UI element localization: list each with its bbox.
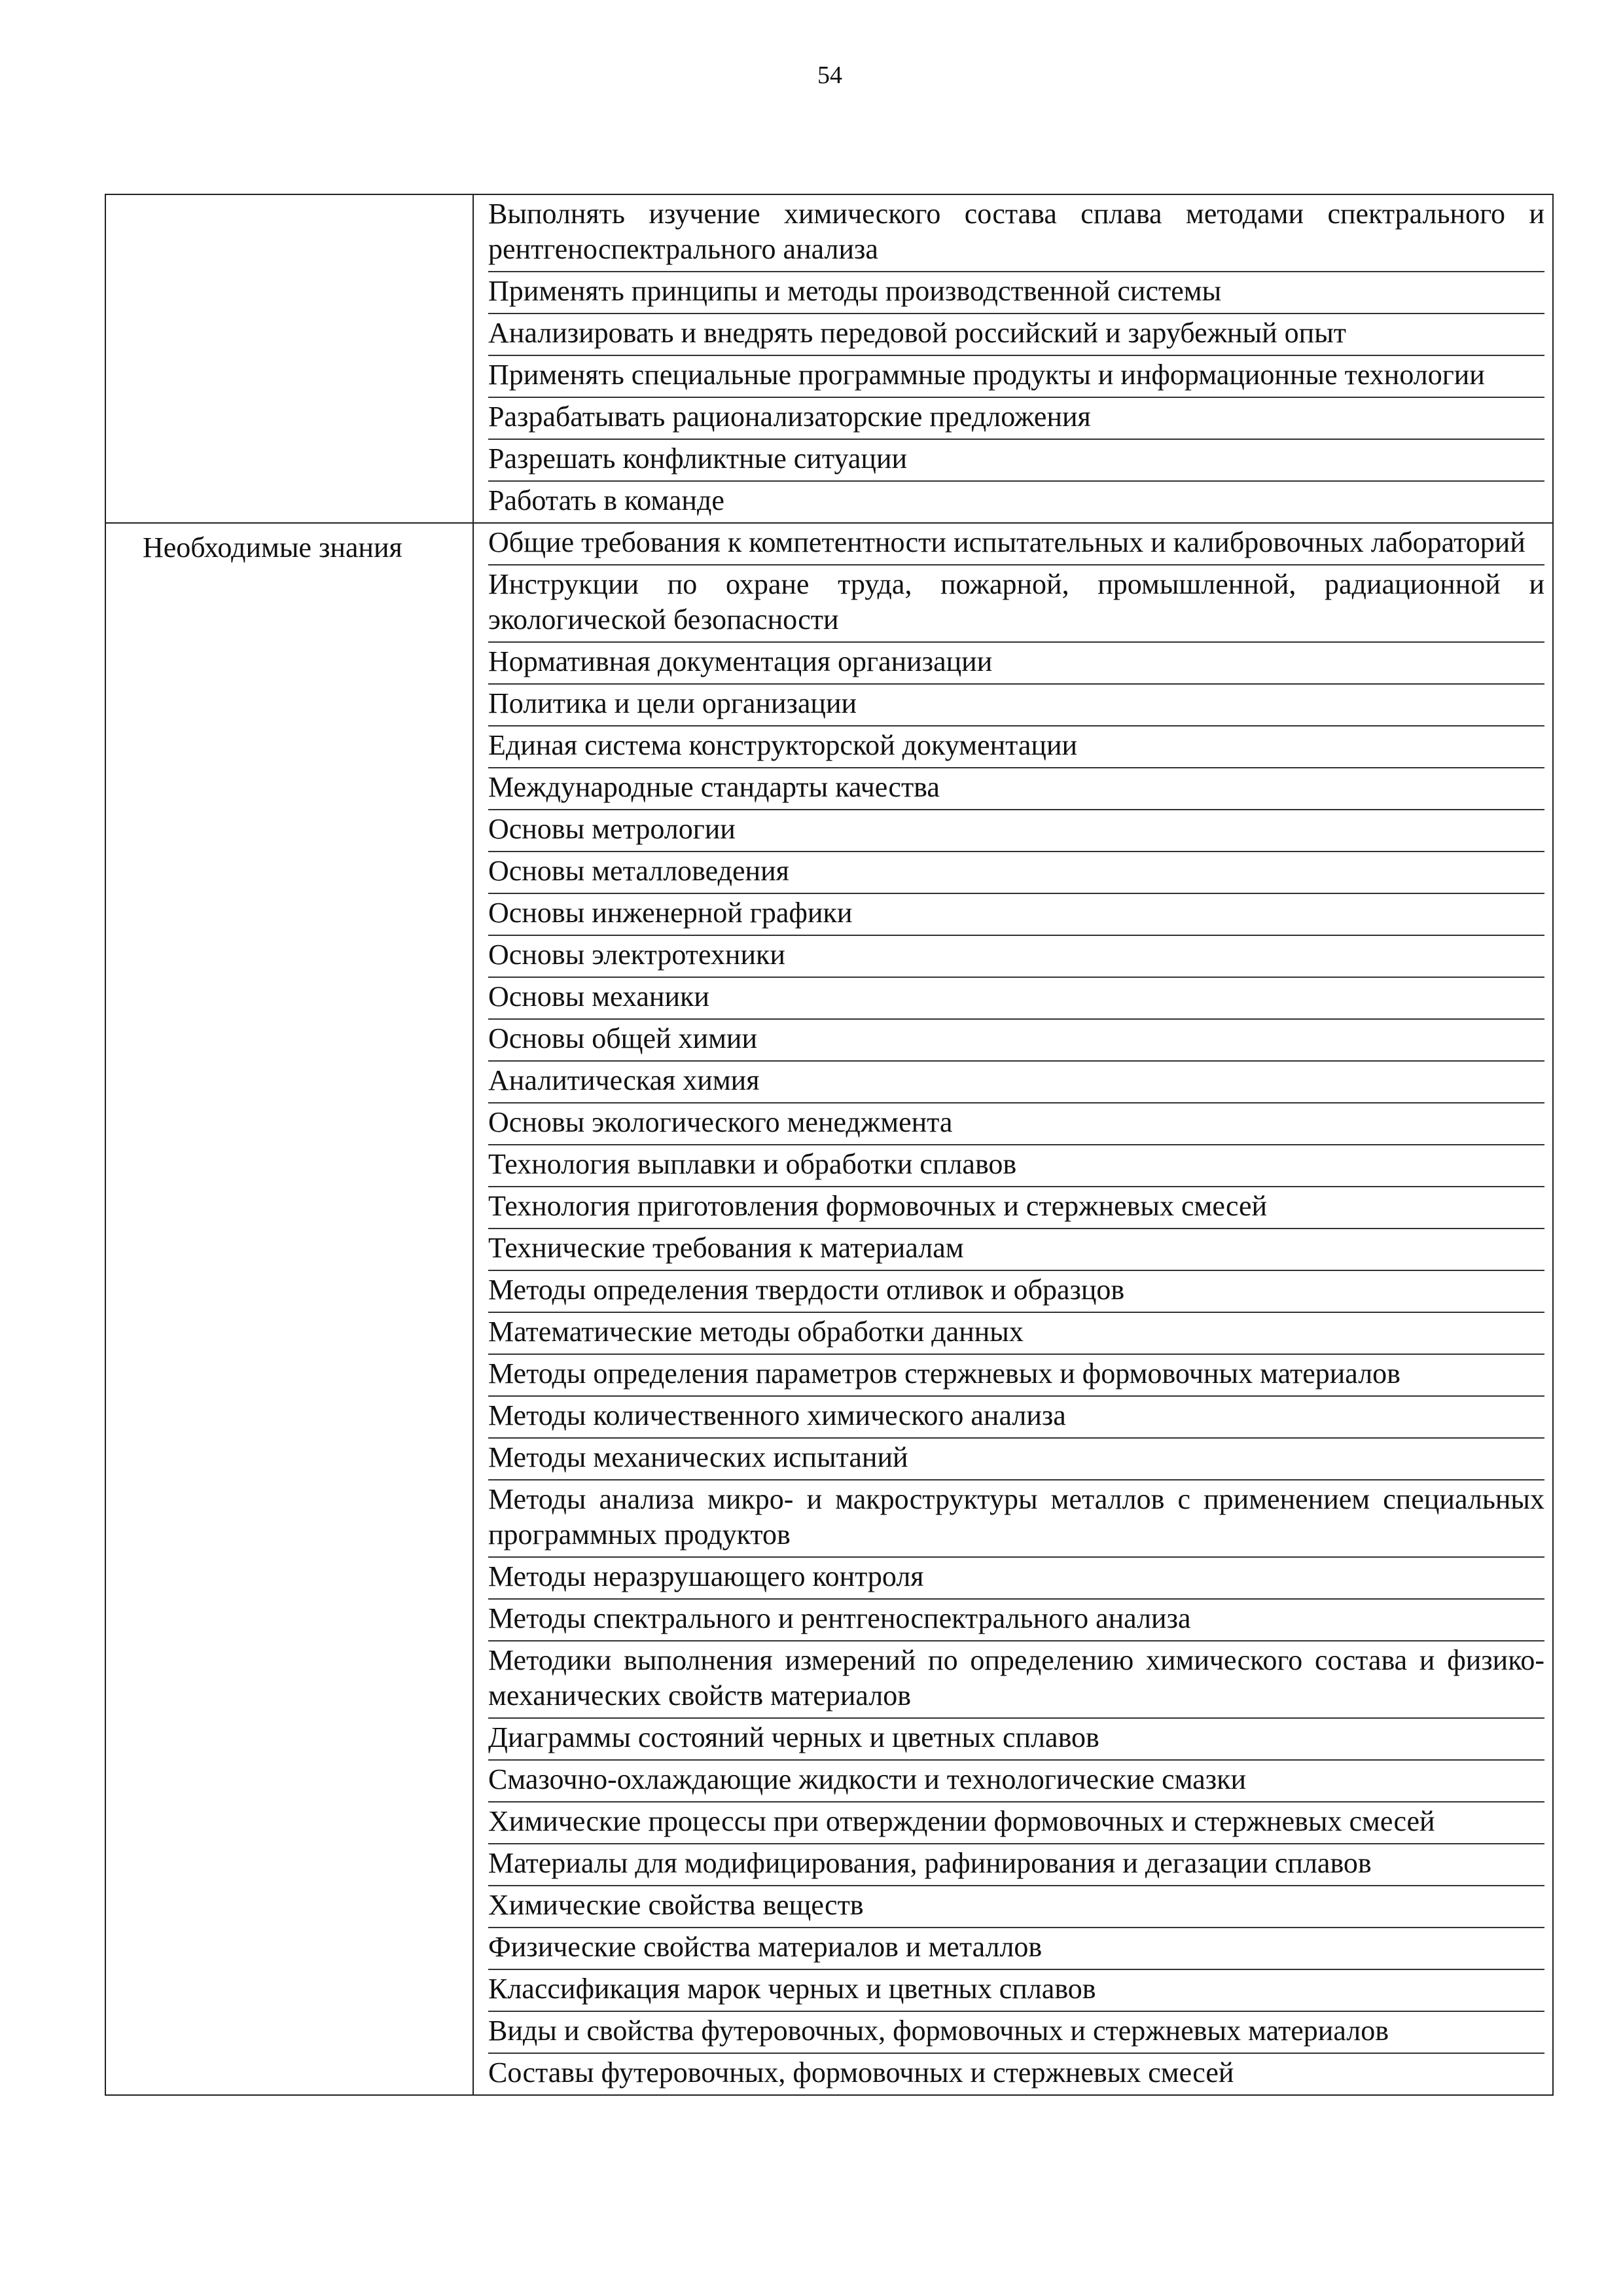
list-item: Диаграммы состояний черных и цветных сплавов [488,1719,1544,1761]
list-item: Технология выплавки и обработки сплавов [488,1145,1544,1187]
list-item: Работать в команде [488,484,724,516]
section-label-cell [105,194,473,523]
list-item: Международные стандарты качества [488,768,1544,810]
list-item: Методы определения параметров стержневых и формовочных материалов [488,1355,1544,1397]
list-item: Химические свойства веществ [488,1886,1544,1928]
list-item: Физические свойства материалов и металлов [488,1928,1544,1970]
list-item: Анализировать и внедрять передовой российский и зарубежный опыт [488,314,1544,356]
list-item: Основы инженерной графики [488,894,1544,936]
list-item: Основы электротехники [488,936,1544,978]
list-item: Применять специальные программные продукты и информационные технологии [488,356,1544,398]
list-item: Виды и свойства футеровочных, формовочных и стержневых материалов [488,2012,1544,2054]
section-items-cell [473,194,1553,523]
section-label [106,195,473,202]
list-item: Технология приготовления формовочных и стержневых смесей [488,1187,1544,1229]
list-item: Методы механических испытаний [488,1439,1544,1480]
list-item: Методики выполнения измерений по определению химического состава и физико-механических свойств материалов [488,1641,1544,1719]
list-item: Общие требования к компетентности испытательных и калибровочных лабораторий [488,524,1544,565]
list-item: Единая система конструкторской документации [488,726,1544,768]
list-item: Методы неразрушающего контроля [488,1558,1544,1600]
list-item: Материалы для модифицирования, рафинирования и дегазации сплавов [488,1844,1544,1886]
list-item: Инструкции по охране труда, пожарной, промышленной, радиационной и экологической безопасности [488,565,1544,643]
list-item: Аналитическая химия [488,1062,1544,1103]
list-item: Основы механики [488,978,1544,1020]
list-item: Химические процессы при отверждении формовочных и стержневых смесей [488,1803,1544,1844]
table-row [105,194,1553,523]
list-item: Составы футеровочных, формовочных и стержневых смесей [488,2056,1234,2089]
list-item: Применять принципы и методы производственной системы [488,272,1544,314]
list-item: Методы количественного химического анализа [488,1397,1544,1439]
page-number: 54 [817,62,842,89]
list-item: Технические требования к материалам [488,1229,1544,1271]
list-item: Классификация марок черных и цветных сплавов [488,1970,1544,2012]
list-item: Методы определения твердости отливок и образцов [488,1271,1544,1313]
list-item: Нормативная документация организации [488,643,1544,685]
list-item: Основы метрологии [488,810,1544,852]
list-item: Основы общей химии [488,1020,1544,1062]
competency-table [105,194,1554,2096]
section-label-cell [105,523,473,2095]
list-item: Методы спектрального и рентгеноспектрального анализа [488,1600,1544,1641]
list-item: Выполнять изучение химического состава сплава методами спектрального и рентгеноспектрального анализа [488,195,1544,272]
list-item: Математические методы обработки данных [488,1313,1544,1355]
list-item: Методы анализа микро- и макроструктуры металлов с применением специальных программных продуктов [488,1480,1544,1558]
section-items-cell [473,523,1553,2095]
list-item: Основы металловедения [488,852,1544,894]
list-item: Политика и цели организации [488,685,1544,726]
list-item: Смазочно-охлаждающие жидкости и технологические смазки [488,1761,1544,1803]
section-label: Необходимые знания [143,531,402,564]
list-item: Разрешать конфликтные ситуации [488,440,1544,482]
list-item: Основы экологического менеджмента [488,1103,1544,1145]
list-item: Разрабатывать рационализаторские предложения [488,398,1544,440]
table-row [105,523,1553,2095]
